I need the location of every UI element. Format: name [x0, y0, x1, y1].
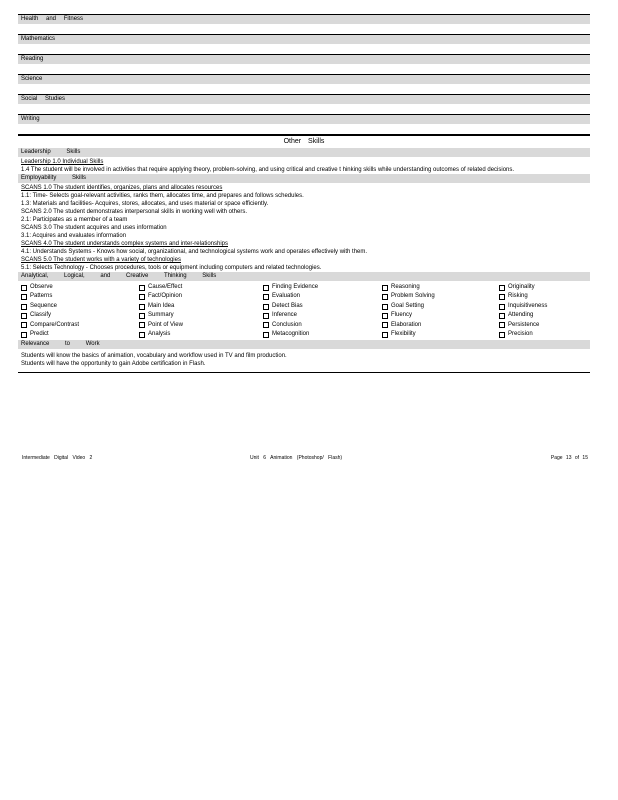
employability-line: SCANS 4.0 The student understands complex systems and inter-relationships: [21, 241, 228, 247]
subject-heading: Writing: [18, 115, 590, 124]
leadership-line: 1.4 The student will be involved in activities that require applying theory, problem-solving, and using critical and creative t hinking skills while understanding outcomes of related decisions.: [21, 167, 515, 173]
skill-label: Main Idea: [148, 302, 175, 309]
skill-label: Patterns: [30, 293, 53, 300]
skill-label: Compare/Contrast: [30, 321, 80, 328]
analytical-heading: Analytical, Logical, and Creative Thinking Skills: [18, 272, 590, 281]
skill-risking[interactable]: [499, 292, 589, 301]
skill-label: Flexibility: [391, 331, 416, 338]
page-footer: [22, 454, 588, 462]
footer-page-number: Page 13 of 15: [550, 455, 588, 461]
subject-row: [18, 95, 590, 115]
skill-goal-setting[interactable]: [382, 302, 499, 311]
skill-conclusion[interactable]: [263, 321, 382, 330]
skill-cause-effect[interactable]: [139, 283, 263, 292]
skill-label: Metacognition: [272, 331, 310, 338]
checkbox[interactable]: [382, 294, 388, 300]
checkbox[interactable]: [499, 313, 505, 319]
employability-line: SCANS 1.0 The student identifies, organizes, plans and allocates resources: [21, 185, 223, 191]
skill-label: Summary: [148, 312, 174, 319]
skill-label: Problem Solving: [391, 293, 435, 300]
subject-heading: Mathematics: [18, 35, 590, 44]
skill-label: Predict: [30, 331, 49, 338]
checkbox[interactable]: [499, 285, 505, 291]
checkbox[interactable]: [263, 285, 269, 291]
checkbox[interactable]: [21, 294, 27, 300]
employability-line: 1.1: Time- Selects goal-relevant activities, ranks them, allocates time, and prepares and follows schedules.: [21, 193, 304, 199]
skill-predict[interactable]: [21, 330, 139, 339]
subject-row: [18, 55, 590, 75]
relevance-line: Students will know the basics of animation, vocabulary and workflow used in TV and film production.: [21, 353, 287, 360]
checkbox[interactable]: [382, 332, 388, 338]
leadership-line: Leadership 1.0 Individual Skills: [21, 159, 104, 165]
subject-content: [18, 44, 590, 55]
checkbox[interactable]: [382, 285, 388, 291]
checkbox[interactable]: [263, 332, 269, 338]
relevance-line: Students will have the opportunity to gain Adobe certification in Flash.: [21, 361, 206, 368]
skill-fluency[interactable]: [382, 311, 499, 320]
skill-summary[interactable]: [139, 311, 263, 320]
checkbox[interactable]: [382, 322, 388, 328]
checkbox[interactable]: [263, 313, 269, 319]
skill-label: Analysis: [148, 331, 171, 338]
skill-inquisitiveness[interactable]: [499, 302, 589, 311]
skill-label: Reasoning: [391, 284, 420, 290]
employability-line: 2.1: Participates as a member of a team: [21, 217, 128, 223]
skill-label: Precision: [508, 331, 533, 338]
checkbox[interactable]: [21, 304, 27, 310]
checkbox[interactable]: [21, 332, 27, 338]
skill-attending[interactable]: [499, 311, 589, 320]
checkbox[interactable]: [263, 304, 269, 310]
subject-content: [18, 24, 590, 35]
relevance-heading: Relevance to Work: [18, 340, 590, 349]
checkbox[interactable]: [499, 294, 505, 300]
subject-row: [18, 75, 590, 95]
skill-label: Sequence: [30, 302, 58, 309]
checkbox[interactable]: [139, 322, 145, 328]
employability-line: 3.1: Acquires and evaluates information: [21, 233, 127, 239]
skill-label: Point of View: [148, 321, 183, 328]
checkbox[interactable]: [499, 332, 505, 338]
skill-label: Fluency: [391, 312, 413, 319]
checkbox[interactable]: [263, 294, 269, 300]
subject-row: [18, 35, 590, 55]
skill-compare-contrast[interactable]: [21, 321, 139, 330]
skill-detect-bias[interactable]: [263, 302, 382, 311]
analytical-skills-grid: [18, 281, 590, 340]
skill-analysis[interactable]: [139, 330, 263, 339]
skill-elaboration[interactable]: [382, 321, 499, 330]
skill-label: Inquisitiveness: [508, 302, 548, 309]
checkbox[interactable]: [139, 294, 145, 300]
skill-label: Elaboration: [391, 321, 422, 328]
employability-line: 5.1: Selects Technology - Chooses procedures, tools or equipment including computers and related technologies.: [21, 265, 322, 271]
employability-line: SCANS 2.0 The student demonstrates interpersonal skills in working well with others.: [21, 209, 247, 215]
checkbox[interactable]: [139, 285, 145, 291]
skill-label: Goal Setting: [391, 302, 425, 309]
leadership-heading: Leadership Skills: [18, 148, 590, 157]
skill-label: Cause/Effect: [148, 284, 183, 290]
employability-line: SCANS 3.0 The student acquires and uses information: [21, 225, 167, 231]
skill-label: Conclusion: [272, 321, 302, 328]
skill-flexibility[interactable]: [382, 330, 499, 339]
skill-finding-evidence[interactable]: [263, 283, 382, 292]
checkbox[interactable]: [139, 304, 145, 310]
skill-precision[interactable]: [499, 330, 589, 339]
subject-content: [18, 64, 590, 75]
subject-heading: Reading: [18, 55, 590, 64]
other-skills-title: Other Skills: [18, 135, 590, 148]
employability-line: 1.3: Materials and facilities- Acquires, stores, allocates, and uses material or space efficiently.: [21, 201, 269, 207]
employability-line: SCANS 5.0 The student works with a variety of technologies: [21, 257, 181, 263]
skill-point-of-view[interactable]: [139, 321, 263, 330]
skill-originality[interactable]: [499, 283, 589, 292]
checkbox[interactable]: [21, 322, 27, 328]
employability-heading: Employability Skills: [18, 174, 590, 183]
skill-label: Risking: [508, 293, 528, 300]
skill-sequence[interactable]: [21, 302, 139, 311]
skill-label: Fact/Opinion: [148, 293, 183, 300]
skill-observe[interactable]: [21, 283, 139, 292]
skill-patterns[interactable]: [21, 292, 139, 301]
skill-label: Classify: [30, 312, 52, 319]
skill-reasoning[interactable]: [382, 283, 499, 292]
skill-evaluation[interactable]: [263, 292, 382, 301]
footer-unit-title: Unit 6 Animation (Photoshop/ Flash): [250, 455, 343, 461]
skill-fact-opinion[interactable]: [139, 292, 263, 301]
checkbox[interactable]: [139, 313, 145, 319]
checkbox[interactable]: [21, 313, 27, 319]
checkbox[interactable]: [263, 322, 269, 328]
checkbox[interactable]: [499, 322, 505, 328]
subject-heading: Health and Fitness: [18, 15, 590, 24]
checkbox[interactable]: [499, 304, 505, 310]
skill-metacognition[interactable]: [263, 330, 382, 339]
skill-label: Detect Bias: [272, 302, 303, 309]
subject-row: [18, 115, 590, 135]
subject-row: [18, 15, 590, 35]
skill-label: Finding Evidence: [272, 284, 319, 290]
checkbox[interactable]: [21, 285, 27, 291]
skill-inference[interactable]: [263, 311, 382, 320]
subject-heading: Social Studies: [18, 95, 590, 104]
subject-content: [18, 124, 590, 135]
footer-course-title: Intermediate Digital Video 2: [22, 455, 93, 461]
skill-label: Evaluation: [272, 293, 301, 300]
skill-persistence[interactable]: [499, 321, 589, 330]
employability-line: 4.1: Understands Systems - Knows how social, organizational, and technological systems work and operates effectively with them.: [21, 249, 368, 255]
employability-content: [18, 183, 590, 272]
skill-main-idea[interactable]: [139, 302, 263, 311]
leadership-content: [18, 157, 590, 174]
checkbox[interactable]: [139, 332, 145, 338]
skill-label: Originality: [508, 284, 535, 290]
relevance-content: [18, 349, 590, 372]
skill-label: Observe: [30, 284, 53, 290]
skill-label: Persistence: [508, 321, 540, 328]
skill-classify[interactable]: [21, 311, 139, 320]
curriculum-document: [18, 14, 590, 373]
subject-heading: Science: [18, 75, 590, 84]
skill-label: Inference: [272, 312, 298, 319]
skill-problem-solving[interactable]: [382, 292, 499, 301]
subject-content: [18, 104, 590, 115]
subject-section: [18, 15, 590, 135]
skill-label: Attending: [508, 312, 534, 319]
checkbox[interactable]: [382, 313, 388, 319]
checkbox[interactable]: [382, 304, 388, 310]
subject-content: [18, 84, 590, 95]
